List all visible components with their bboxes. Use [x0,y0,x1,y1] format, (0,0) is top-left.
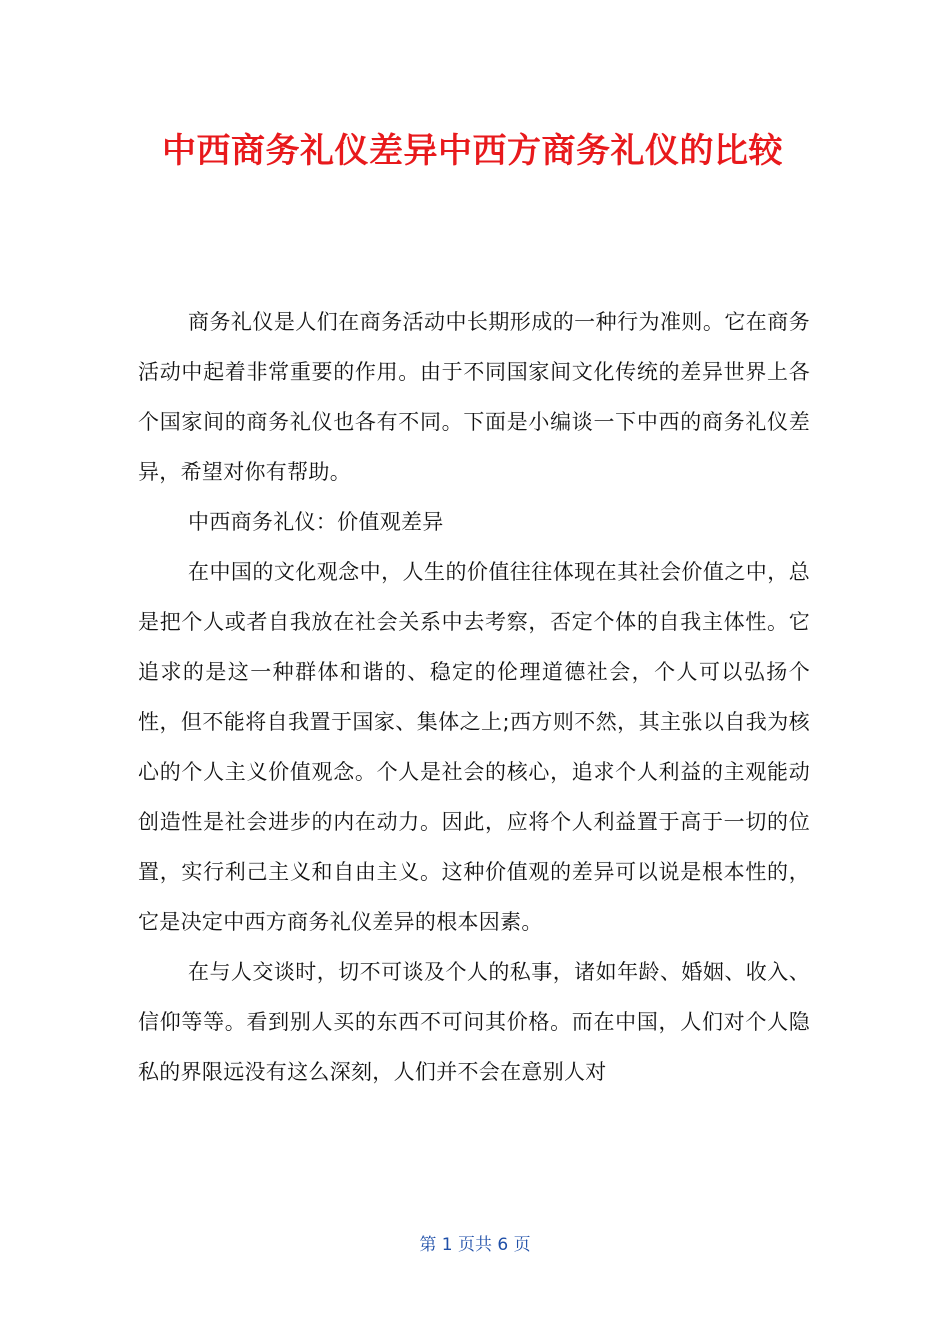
paragraph-privacy: 在与人交谈时，切不可谈及个人的私事，诸如年龄、婚姻、收入、信仰等等。看到别人买的东西不可问其价格。而在中国，人们对个人隐私的界限远没有这么深刻，人们并不会在意别人对 [138,960,810,1084]
section-heading-values: 中西商务礼仪：价值观差异 [188,510,444,534]
paragraph-intro: 商务礼仪是人们在商务活动中长期形成的一种行为准则。它在商务活动中起着非常重要的作用。由于不同国家间文化传统的差异世界上各个国家间的商务礼仪也各有不同。下面是小编谈一下中西的商务礼仪差异，希望对你有帮助。 [138,310,810,484]
page-number-footer: 第 1 页共 6 页 [419,1235,531,1255]
document-body [138,297,810,1097]
paragraph-values: 在中国的文化观念中，人生的价值往往体现在其社会价值之中，总是把个人或者自我放在社会关系中去考察，否定个体的自我主体性。它追求的是这一种群体和谐的、稳定的伦理道德社会，个人可以弘扬个性，但不能将自我置于国家、集体之上;西方则不然，其主张以自我为核心的个人主义价值观念。个人是社会的核心，追求个人利益的主观能动创造性是社会进步的内在动力。因此，应将个人利益置于高于一切的位置，实行利己主义和自由主义。这种价值观的差异可以说是根本性的，它是决定中西方商务礼仪差异的根本因素。 [138,560,810,934]
document-title: 中西商务礼仪差异中西方商务礼仪的比较 [162,131,783,171]
